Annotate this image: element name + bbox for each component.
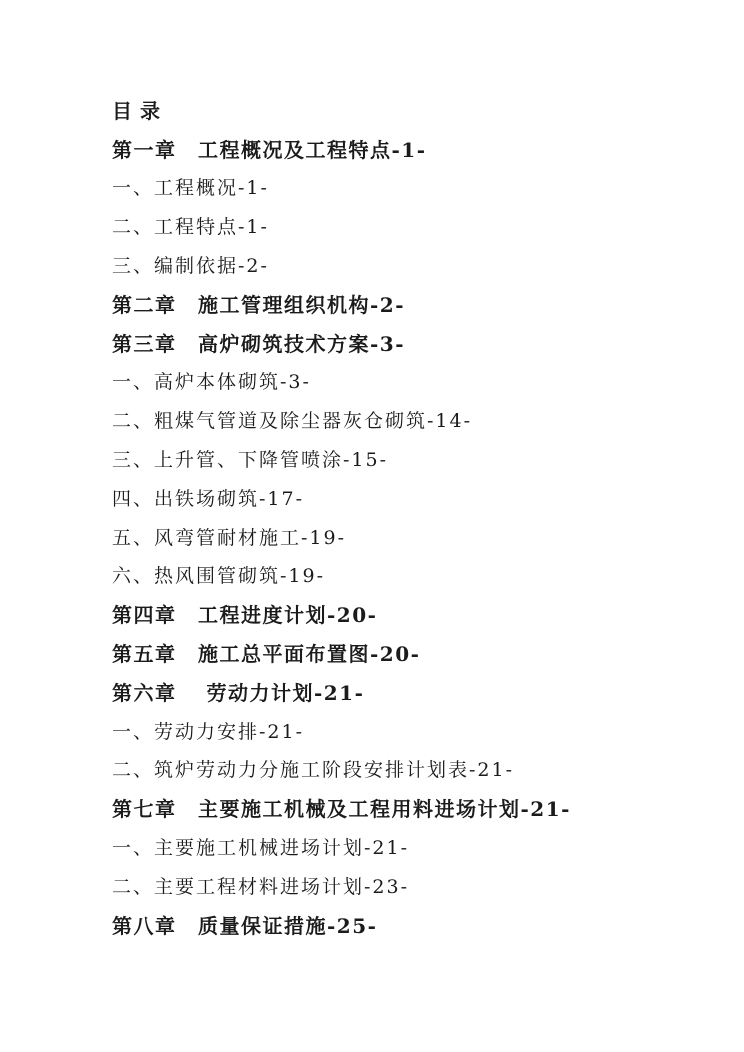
toc-item-6-1: 一、劳动力安排-21- [112, 720, 305, 743]
toc-chapter-7: 第七章 主要施工机械及工程用料进场计划-21- [112, 797, 571, 822]
toc-title: 目录 [112, 98, 168, 123]
toc-chapter-4: 第四章 工程进度计划-20- [112, 603, 378, 628]
table-of-contents [112, 90, 714, 944]
toc-item-6-2: 二、筑炉劳动力分施工阶段安排计划表-21- [112, 759, 515, 782]
toc-item-3-6: 六、热风围管砌筑-19- [112, 565, 326, 588]
toc-item-3-4: 四、出铁场砌筑-17- [112, 487, 305, 510]
toc-item-3-1: 一、高炉本体砌筑-3- [112, 371, 311, 394]
toc-item-3-5: 五、风弯管耐材施工-19- [112, 526, 347, 549]
toc-item-3-3: 三、上升管、下降管喷涂-15- [112, 449, 389, 472]
toc-chapter-8: 第八章 质量保证措施-25- [112, 913, 378, 938]
toc-chapter-3: 第三章 高炉砌筑技术方案-3- [112, 331, 406, 356]
toc-item-1-1: 一、工程概况-1- [112, 177, 269, 200]
toc-item-3-2: 二、粗煤气管道及除尘器灰仓砌筑-14- [112, 410, 473, 433]
toc-chapter-5: 第五章 施工总平面布置图-20- [112, 642, 421, 667]
toc-item-1-3: 三、编制依据-2- [112, 255, 269, 278]
toc-chapter-2: 第二章 施工管理组织机构-2- [112, 292, 406, 317]
toc-item-7-1: 一、主要施工机械进场计划-21- [112, 837, 410, 860]
toc-item-1-2: 二、工程特点-1- [112, 216, 269, 239]
toc-chapter-6: 第六章 劳动力计划-21- [112, 680, 365, 705]
toc-chapter-1: 第一章 工程概况及工程特点-1- [112, 137, 427, 162]
toc-item-7-2: 二、主要工程材料进场计划-23- [112, 875, 410, 898]
